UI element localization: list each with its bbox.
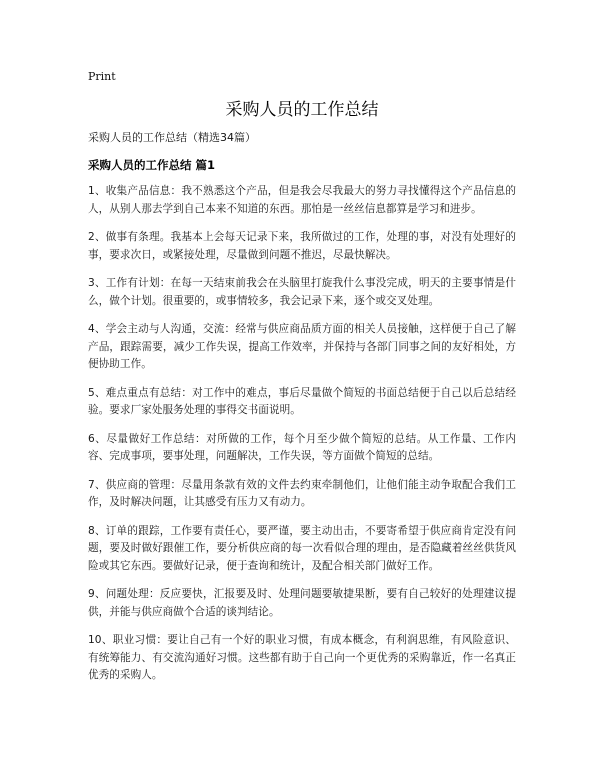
print-label[interactable]: Print xyxy=(88,70,116,83)
paragraph-6: 6、尽量做好工作总结：对所做的工作，每个月至少做个简短的总结。从工作量、工作内容、完成事项，要事处理，问题解决，工作失误，等方面做个简短的总结。 xyxy=(88,432,516,462)
paragraph-9: 9、问题处理：反应要快，汇报要及时、处理问题要敏捷果断，要有自己较好的处理建议提供，并能与供应商做个合适的谈判结论。 xyxy=(88,588,516,618)
paragraph-3: 3、工作有计划：在每一天结束前我会在头脑里打旋我什么事没完成，明天的主要事情是什么，做个计划。很重要的，或事情较多，我会记录下来，逐个或交叉处理。 xyxy=(88,277,516,307)
paragraph-10: 10、职业习惯：要让自己有一个好的职业习惯，有成本概念，有利润思维，有风险意识、有统筹能力、有交流沟通好习惯。这些都有助于自己向一个更优秀的采购靠近，作一名真正优秀的采购人。 xyxy=(88,634,516,681)
paragraph-2: 2、做事有条理。我基本上会每天记录下来，我所做过的工作，处理的事，对没有处理好的事，要求次日，或紧接处理，尽量做到问题不推迟，尽最快解决。 xyxy=(88,231,516,261)
paragraph-8: 8、订单的跟踪，工作要有责任心，要严谨，要主动出击，不要寄希望于供应商肯定没有问题，要及时做好跟催工作，要分析供应商的每一次看似合理的理由，是否隐藏着丝丝供货风险或其它东西。要做好记录，便于查询和统计，及配合相关部门做好工作。 xyxy=(88,524,516,572)
paragraph-4: 4、学会主动与人沟通，交流：经常与供应商品质方面的相关人员接触，这样便于自己了解产品，跟踪需要，减少工作失误，提高工作效率，并保持与各部门同事之间的友好相处，方便协助工作。 xyxy=(88,323,516,370)
document-subtitle: 采购人员的工作总结（精选34篇） xyxy=(88,131,256,144)
paragraph-7: 7、供应商的管理：尽量用条款有效的文件去约束牵制他们，让他们能主动争取配合我们工作，及时解决问题，让其感受有压力又有动力。 xyxy=(88,478,516,508)
paragraph-5: 5、难点重点有总结：对工作中的难点，事后尽量做个简短的书面总结便于自己以后总结经验。要求厂家处服务处理的事得交书面说明。 xyxy=(88,386,516,416)
paragraph-1: 1、收集产品信息：我不熟悉这个产品，但是我会尽我最大的努力寻找懂得这个产品信息的人，从别人那去学到自己本来不知道的东西。那怕是一丝丝信息都算是学习和进步。 xyxy=(88,185,516,215)
section-heading: 采购人员的工作总结 篇1 xyxy=(88,158,216,172)
document-title: 采购人员的工作总结 xyxy=(225,100,379,120)
document-page xyxy=(88,70,516,696)
paragraph-list xyxy=(88,183,516,685)
